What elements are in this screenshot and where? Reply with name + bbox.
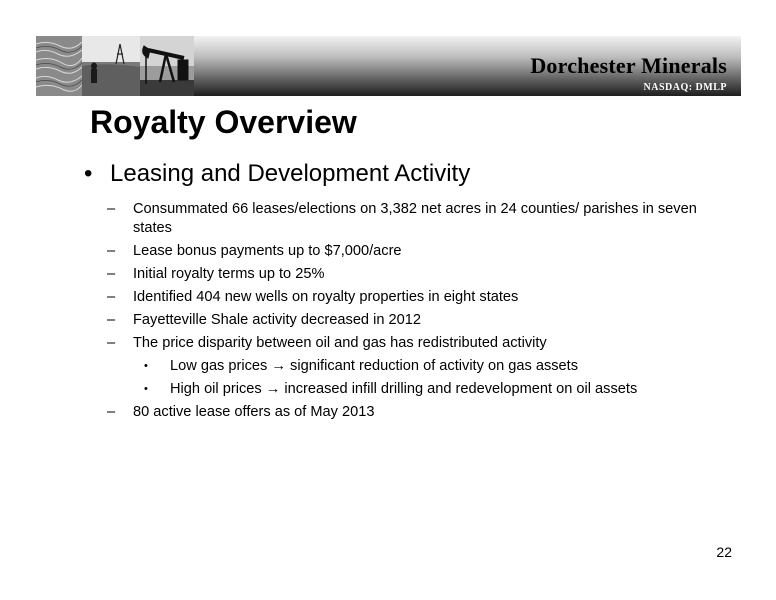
dash-icon: – [107,243,116,259]
list-item [107,265,707,284]
list-item-text: Identified 404 new wells on royalty properties in eight states [133,289,519,305]
nested-list-item [107,380,707,399]
company-name: Dorchester Minerals [530,53,727,78]
dash-icon: – [107,312,116,328]
nested-list-item [107,357,707,376]
bullet-icon: • [144,383,148,395]
bullet-icon: • [144,360,148,372]
dash-icon: – [107,335,116,351]
header-banner [36,36,741,96]
list-item-text: Initial royalty terms up to 25% [133,266,325,282]
dash-icon: – [107,201,116,217]
list-item [107,311,707,330]
list-item [107,334,707,353]
header-photo-strip [36,36,194,96]
list-item [107,200,707,238]
slide-title: Royalty Overview [90,104,357,140]
nested-list-item-text: Low gas prices → significant reduction of activity on gas assets [170,358,579,374]
list-item-text: Fayetteville Shale activity decreased in 2012 [133,312,421,328]
dash-icon: – [107,289,116,305]
dash-icon: – [107,266,116,282]
list-item-text: 80 active lease offers as of May 2013 [133,404,375,420]
main-bullet-text: Leasing and Development Activity [110,160,471,187]
list-item [107,403,707,422]
list-item [107,288,707,307]
nested-list-item-text: High oil prices → increased infill drilling and redevelopment on oil assets [170,381,638,397]
list-item-text: The price disparity between oil and gas has redistributed activity [133,335,547,351]
bullet-icon: • [84,160,93,187]
sub-bullet-list [107,200,707,426]
list-item-text: Lease bonus payments up to $7,000/acre [133,243,402,259]
dash-icon: – [107,404,116,420]
page-number: 22 [716,544,732,560]
list-item [107,242,707,261]
list-item-text: Consummated 66 leases/elections on 3,382 net acres in 24 counties/ parishes in seven states [133,201,697,236]
ticker-symbol: NASDAQ: DMLP [643,82,727,93]
